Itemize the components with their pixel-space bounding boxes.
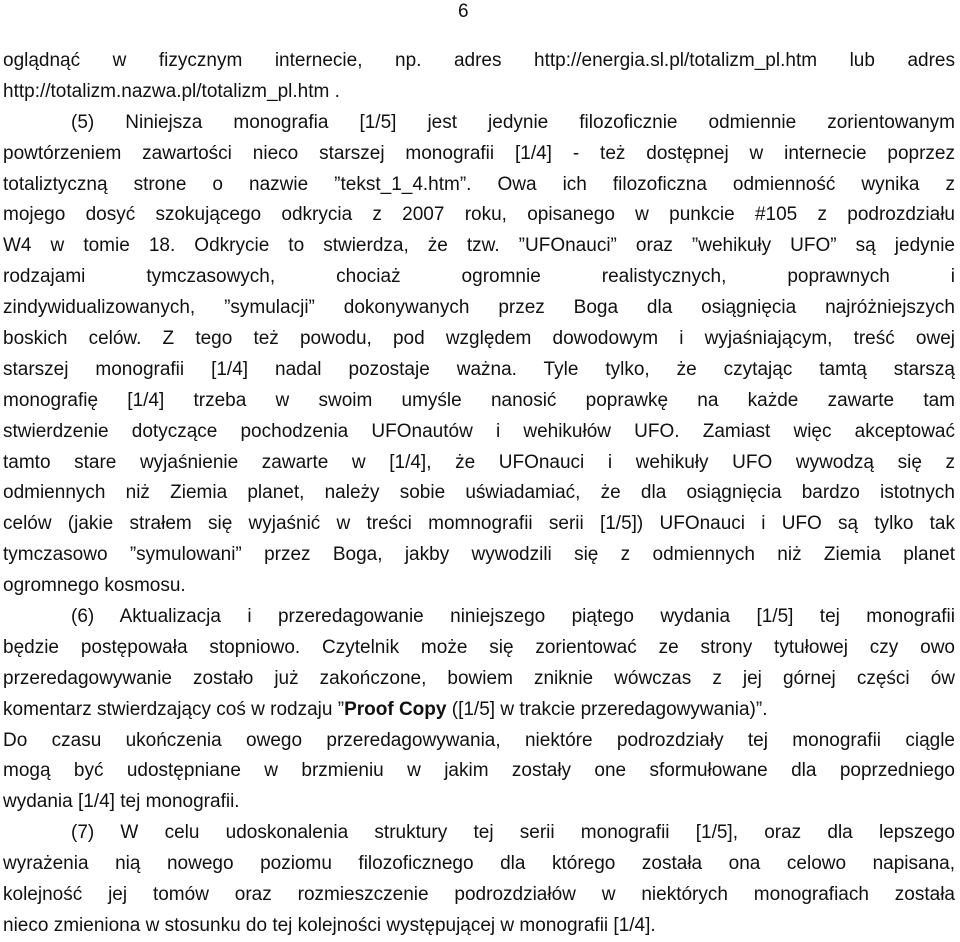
paragraph-5-first-line: (5) Niniejsza monografia [1/5] jest jedynie filozoficznie odmiennie zorientowanym	[71, 111, 955, 133]
text-line: totaliztyczną strone o nazwie ”tekst_1_4.htm”. Owa ich filozoficzna odmienność wynika z	[3, 173, 955, 195]
text-segment: komentarz stwierdzający coś w rodzaju ”	[3, 698, 345, 720]
text-line: wydania [1/4] tej monografii.	[3, 791, 240, 813]
paragraph-7-first-line: (7) W celu udoskonalenia struktury tej serii monografii [1/5], oraz dla lepszego	[71, 822, 955, 844]
text-segment: ([1/5] w trakcie przeredagowywania)”.	[446, 698, 768, 720]
text-line: zindywidualizowanych, ”symulacji” dokonywanych przez Boga dla osiągnięcia najróżniejszych	[3, 297, 955, 319]
text-line: W4 w tomie 18. Odkrycie to stwierdza, że tzw. ”UFOnauci” oraz ”wehikuły UFO” są jedynie	[3, 235, 955, 257]
text-line: starszej monografii [1/4] nadal pozostaje ważna. Tyle tylko, że czytając tamtą starszą	[3, 358, 955, 380]
page-number: 6	[458, 1, 469, 22]
document-body	[3, 46, 955, 942]
text-line: przeredagowywanie zostało już zakończone, bowiem zniknie wówczas z jej górnej części ów	[3, 667, 955, 689]
text-line: monografię [1/4] trzeba w swoim umyśle nanosić poprawkę na każde zawarte tam	[3, 389, 955, 411]
text-line-proof-copy	[3, 695, 955, 726]
text-line: Do czasu ukończenia owego przeredagowywania, niektóre podrozdziały tej monografii ciągle	[3, 729, 955, 751]
paragraph-6-first-line: (6) Aktualizacja i przeredagowanie niniejszego piątego wydania [1/5] tej monografii	[71, 606, 955, 628]
text-line: http://totalizm.nazwa.pl/totalizm_pl.htm .	[3, 80, 340, 102]
text-line: powtórzeniem zawartości nieco starszej monografii [1/4] - też dostępnej w internecie poprzez	[3, 142, 955, 164]
text-line: mogą być udostępniane w brzmieniu w jakim zostały one sformułowane dla poprzedniego	[3, 760, 955, 782]
text-line: wyrażenia nią nowego poziomu filozoficznego dla którego została ona celowo napisana,	[3, 853, 955, 875]
text-line: będzie postępowała stopniowo. Czytelnik może się zorientować ze strony tytułowej czy owo	[3, 636, 955, 658]
text-line: mojego dosyć szokującego odkrycia z 2007 roku, opisanego w punkcie #105 z podrozdziału	[3, 204, 955, 226]
text-line: odmiennych niż Ziemia planet, należy sobie uświadamiać, że dla osiągnięcia bardzo istotnych	[3, 482, 955, 504]
text-line: boskich celów. Z tego też powodu, pod względem dowodowym i wyjaśniającym, treść owej	[3, 328, 955, 350]
text-line: rodzajami tymczasowych, chociaż ogromnie realistycznych, poprawnych i	[3, 266, 955, 288]
text-line: celów (jakie strałem się wyjaśnić w treści momnografii serii [1/5]) UFOnauci i UFO są tylko tak	[3, 513, 955, 535]
text-line: kolejność jej tomów oraz rozmieszczenie podrozdziałów w niektórych monografiach została	[3, 884, 955, 906]
text-line: tymczasowo ”symulowani” przez Boga, jakby wywodzili się z odmiennych niż Ziemia planet	[3, 544, 955, 566]
text-line: stwierdzenie dotyczące pochodzenia UFOnautów i wehikułów UFO. Zamiast więc akceptować	[3, 420, 955, 442]
text-line: oglądnąć w fizycznym internecie, np. adres http://energia.sl.pl/totalizm_pl.htm lub adres	[3, 50, 955, 71]
proof-copy-bold-text: Proof Copy	[344, 698, 447, 720]
text-line: nieco zmieniona w stosunku do tej kolejności występującej w monografii [1/4].	[3, 914, 656, 936]
text-line: ogromnego kosmosu.	[3, 575, 186, 597]
text-line: tamto stare wyjaśnienie zawarte w [1/4], że UFOnauci i wehikuły UFO wywodzą się z	[3, 451, 955, 473]
